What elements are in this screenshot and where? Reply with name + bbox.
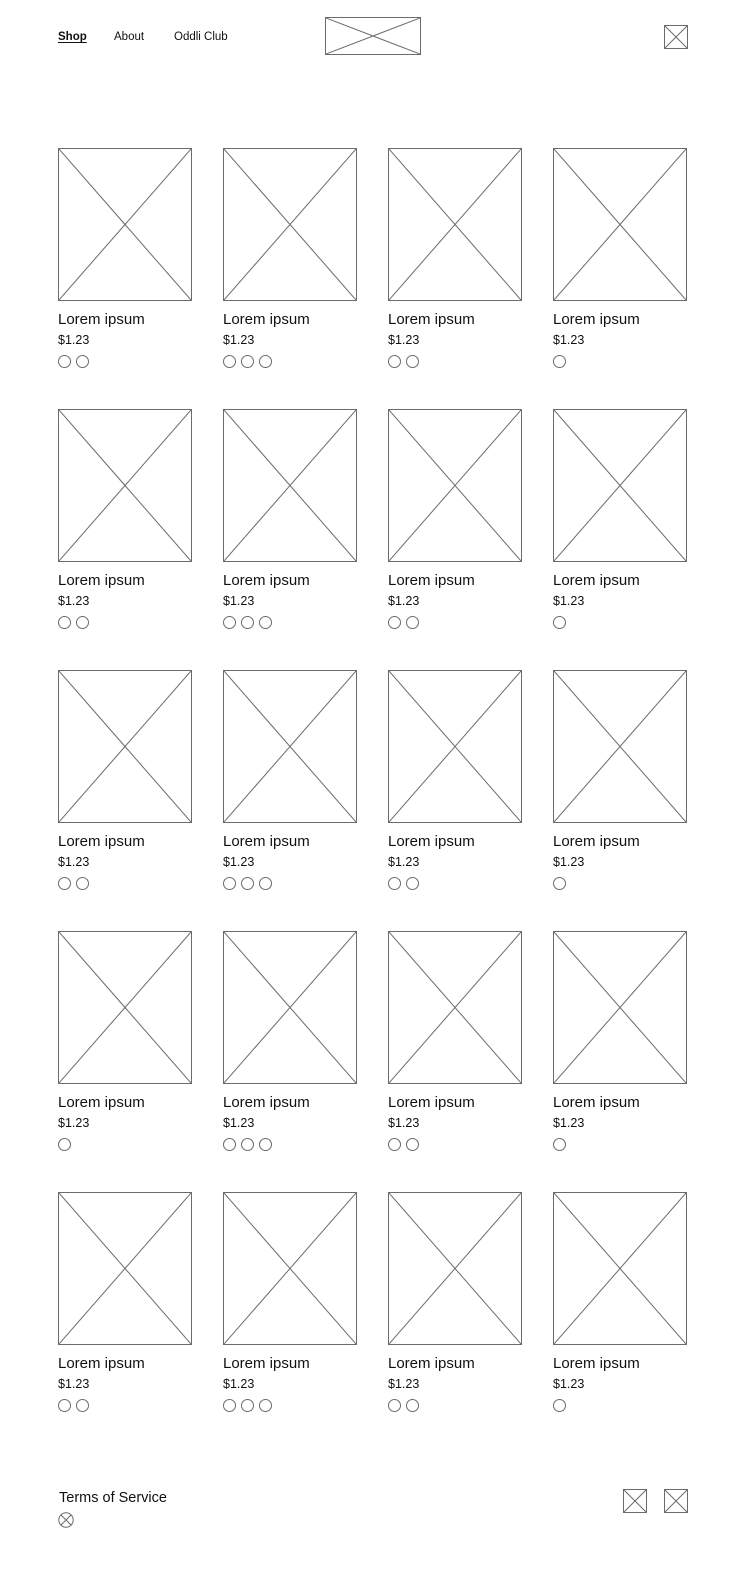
social-placeholder-icon[interactable] — [623, 1489, 647, 1513]
product-image-placeholder-icon[interactable] — [553, 931, 687, 1084]
color-swatch[interactable] — [58, 1138, 71, 1151]
product-card[interactable] — [553, 409, 687, 641]
color-swatch[interactable] — [406, 355, 419, 368]
product-price: $1.23 — [388, 1377, 420, 1391]
color-swatch[interactable] — [388, 616, 401, 629]
product-card[interactable] — [58, 409, 192, 641]
product-price: $1.23 — [58, 855, 90, 869]
product-card[interactable] — [223, 148, 357, 380]
nav-shop[interactable]: Shop — [58, 31, 87, 43]
product-card[interactable] — [388, 1192, 522, 1424]
product-image-placeholder-icon[interactable] — [223, 148, 357, 301]
product-title[interactable]: Lorem ipsum — [553, 833, 640, 850]
product-image-placeholder-icon[interactable] — [58, 409, 192, 562]
color-swatch[interactable] — [553, 877, 566, 890]
product-title[interactable]: Lorem ipsum — [388, 572, 475, 589]
product-title[interactable]: Lorem ipsum — [58, 833, 145, 850]
product-title[interactable]: Lorem ipsum — [388, 833, 475, 850]
product-card[interactable] — [223, 1192, 357, 1424]
product-image-placeholder-icon[interactable] — [553, 409, 687, 562]
product-card[interactable] — [223, 409, 357, 641]
product-title[interactable]: Lorem ipsum — [223, 1094, 310, 1111]
color-swatch[interactable] — [406, 1138, 419, 1151]
product-card[interactable] — [553, 1192, 687, 1424]
product-card[interactable] — [388, 409, 522, 641]
product-image-placeholder-icon[interactable] — [388, 931, 522, 1084]
product-image-placeholder-icon[interactable] — [553, 148, 687, 301]
product-image-placeholder-icon[interactable] — [223, 1192, 357, 1345]
product-image-placeholder-icon[interactable] — [223, 670, 357, 823]
product-price: $1.23 — [553, 855, 585, 869]
color-swatch[interactable] — [259, 616, 272, 629]
product-title[interactable]: Lorem ipsum — [553, 1094, 640, 1111]
color-swatch[interactable] — [388, 1399, 401, 1412]
color-swatch[interactable] — [388, 355, 401, 368]
color-swatch[interactable] — [223, 877, 236, 890]
product-card[interactable] — [58, 148, 192, 380]
product-card[interactable] — [553, 931, 687, 1163]
product-price: $1.23 — [223, 855, 255, 869]
product-title[interactable]: Lorem ipsum — [223, 572, 310, 589]
color-swatch[interactable] — [388, 877, 401, 890]
social-placeholder-icon[interactable] — [664, 1489, 688, 1513]
product-card[interactable] — [58, 931, 192, 1163]
color-swatch[interactable] — [76, 1399, 89, 1412]
nav-about[interactable]: About — [114, 31, 145, 43]
color-swatch[interactable] — [58, 616, 71, 629]
nav-oddli-club[interactable]: Oddli Club — [174, 31, 228, 43]
product-image-placeholder-icon[interactable] — [388, 148, 522, 301]
product-price: $1.23 — [58, 1116, 90, 1130]
product-card[interactable] — [223, 931, 357, 1163]
product-title[interactable]: Lorem ipsum — [223, 311, 310, 328]
color-swatch[interactable] — [223, 616, 236, 629]
product-price: $1.23 — [553, 1116, 585, 1130]
color-swatch[interactable] — [406, 877, 419, 890]
color-swatch[interactable] — [406, 616, 419, 629]
product-image-placeholder-icon[interactable] — [58, 1192, 192, 1345]
product-title[interactable]: Lorem ipsum — [58, 1094, 145, 1111]
product-image-placeholder-icon[interactable] — [388, 1192, 522, 1345]
color-swatch[interactable] — [58, 877, 71, 890]
product-price: $1.23 — [223, 594, 255, 608]
color-swatch[interactable] — [241, 877, 254, 890]
color-swatch[interactable] — [259, 1399, 272, 1412]
product-card[interactable] — [388, 670, 522, 902]
color-swatch[interactable] — [223, 355, 236, 368]
color-swatch[interactable] — [259, 877, 272, 890]
color-swatch[interactable] — [388, 1138, 401, 1151]
product-price: $1.23 — [58, 594, 90, 608]
product-card[interactable] — [58, 1192, 192, 1424]
product-card[interactable] — [58, 670, 192, 902]
color-swatch[interactable] — [58, 1399, 71, 1412]
close-circle-icon[interactable] — [58, 1512, 74, 1528]
product-title[interactable]: Lorem ipsum — [388, 1094, 475, 1111]
product-price: $1.23 — [388, 594, 420, 608]
product-price: $1.23 — [553, 333, 585, 347]
product-image-placeholder-icon[interactable] — [223, 409, 357, 562]
product-title[interactable]: Lorem ipsum — [553, 572, 640, 589]
product-title[interactable]: Lorem ipsum — [223, 833, 310, 850]
color-swatch[interactable] — [259, 1138, 272, 1151]
product-image-placeholder-icon[interactable] — [58, 148, 192, 301]
product-image-placeholder-icon[interactable] — [553, 1192, 687, 1345]
product-price: $1.23 — [388, 855, 420, 869]
product-title[interactable]: Lorem ipsum — [58, 572, 145, 589]
product-card[interactable] — [388, 148, 522, 380]
product-image-placeholder-icon[interactable] — [388, 409, 522, 562]
color-swatch[interactable] — [223, 1138, 236, 1151]
product-title[interactable]: Lorem ipsum — [388, 1355, 475, 1372]
product-price: $1.23 — [223, 1116, 255, 1130]
color-swatch[interactable] — [553, 1138, 566, 1151]
color-swatch[interactable] — [76, 877, 89, 890]
color-swatch[interactable] — [241, 355, 254, 368]
product-price: $1.23 — [223, 1377, 255, 1391]
product-title[interactable]: Lorem ipsum — [388, 311, 475, 328]
color-swatch[interactable] — [241, 1399, 254, 1412]
cart-placeholder-icon[interactable] — [664, 25, 688, 49]
color-swatch[interactable] — [553, 616, 566, 629]
color-swatch[interactable] — [241, 616, 254, 629]
color-swatch[interactable] — [58, 355, 71, 368]
product-image-placeholder-icon[interactable] — [553, 670, 687, 823]
product-card[interactable] — [223, 670, 357, 902]
color-swatch[interactable] — [259, 355, 272, 368]
product-title[interactable]: Lorem ipsum — [553, 1355, 640, 1372]
product-price: $1.23 — [388, 1116, 420, 1130]
product-title[interactable]: Lorem ipsum — [58, 311, 145, 328]
logo-placeholder-icon[interactable] — [325, 17, 421, 55]
product-card[interactable] — [553, 670, 687, 902]
product-price: $1.23 — [553, 1377, 585, 1391]
product-price: $1.23 — [223, 333, 255, 347]
product-title[interactable]: Lorem ipsum — [58, 1355, 145, 1372]
product-image-placeholder-icon[interactable] — [388, 670, 522, 823]
product-card[interactable] — [388, 931, 522, 1163]
color-swatch[interactable] — [406, 1399, 419, 1412]
product-image-placeholder-icon[interactable] — [58, 931, 192, 1084]
product-image-placeholder-icon[interactable] — [58, 670, 192, 823]
product-price: $1.23 — [388, 333, 420, 347]
product-image-placeholder-icon[interactable] — [223, 931, 357, 1084]
product-price: $1.23 — [58, 333, 90, 347]
color-swatch[interactable] — [223, 1399, 236, 1412]
terms-of-service-link[interactable]: Terms of Service — [59, 1490, 167, 1506]
product-price: $1.23 — [553, 594, 585, 608]
color-swatch[interactable] — [76, 616, 89, 629]
product-title[interactable]: Lorem ipsum — [553, 311, 640, 328]
product-price: $1.23 — [58, 1377, 90, 1391]
color-swatch[interactable] — [76, 355, 89, 368]
color-swatch[interactable] — [553, 355, 566, 368]
color-swatch[interactable] — [241, 1138, 254, 1151]
product-title[interactable]: Lorem ipsum — [223, 1355, 310, 1372]
color-swatch[interactable] — [553, 1399, 566, 1412]
product-card[interactable] — [553, 148, 687, 380]
